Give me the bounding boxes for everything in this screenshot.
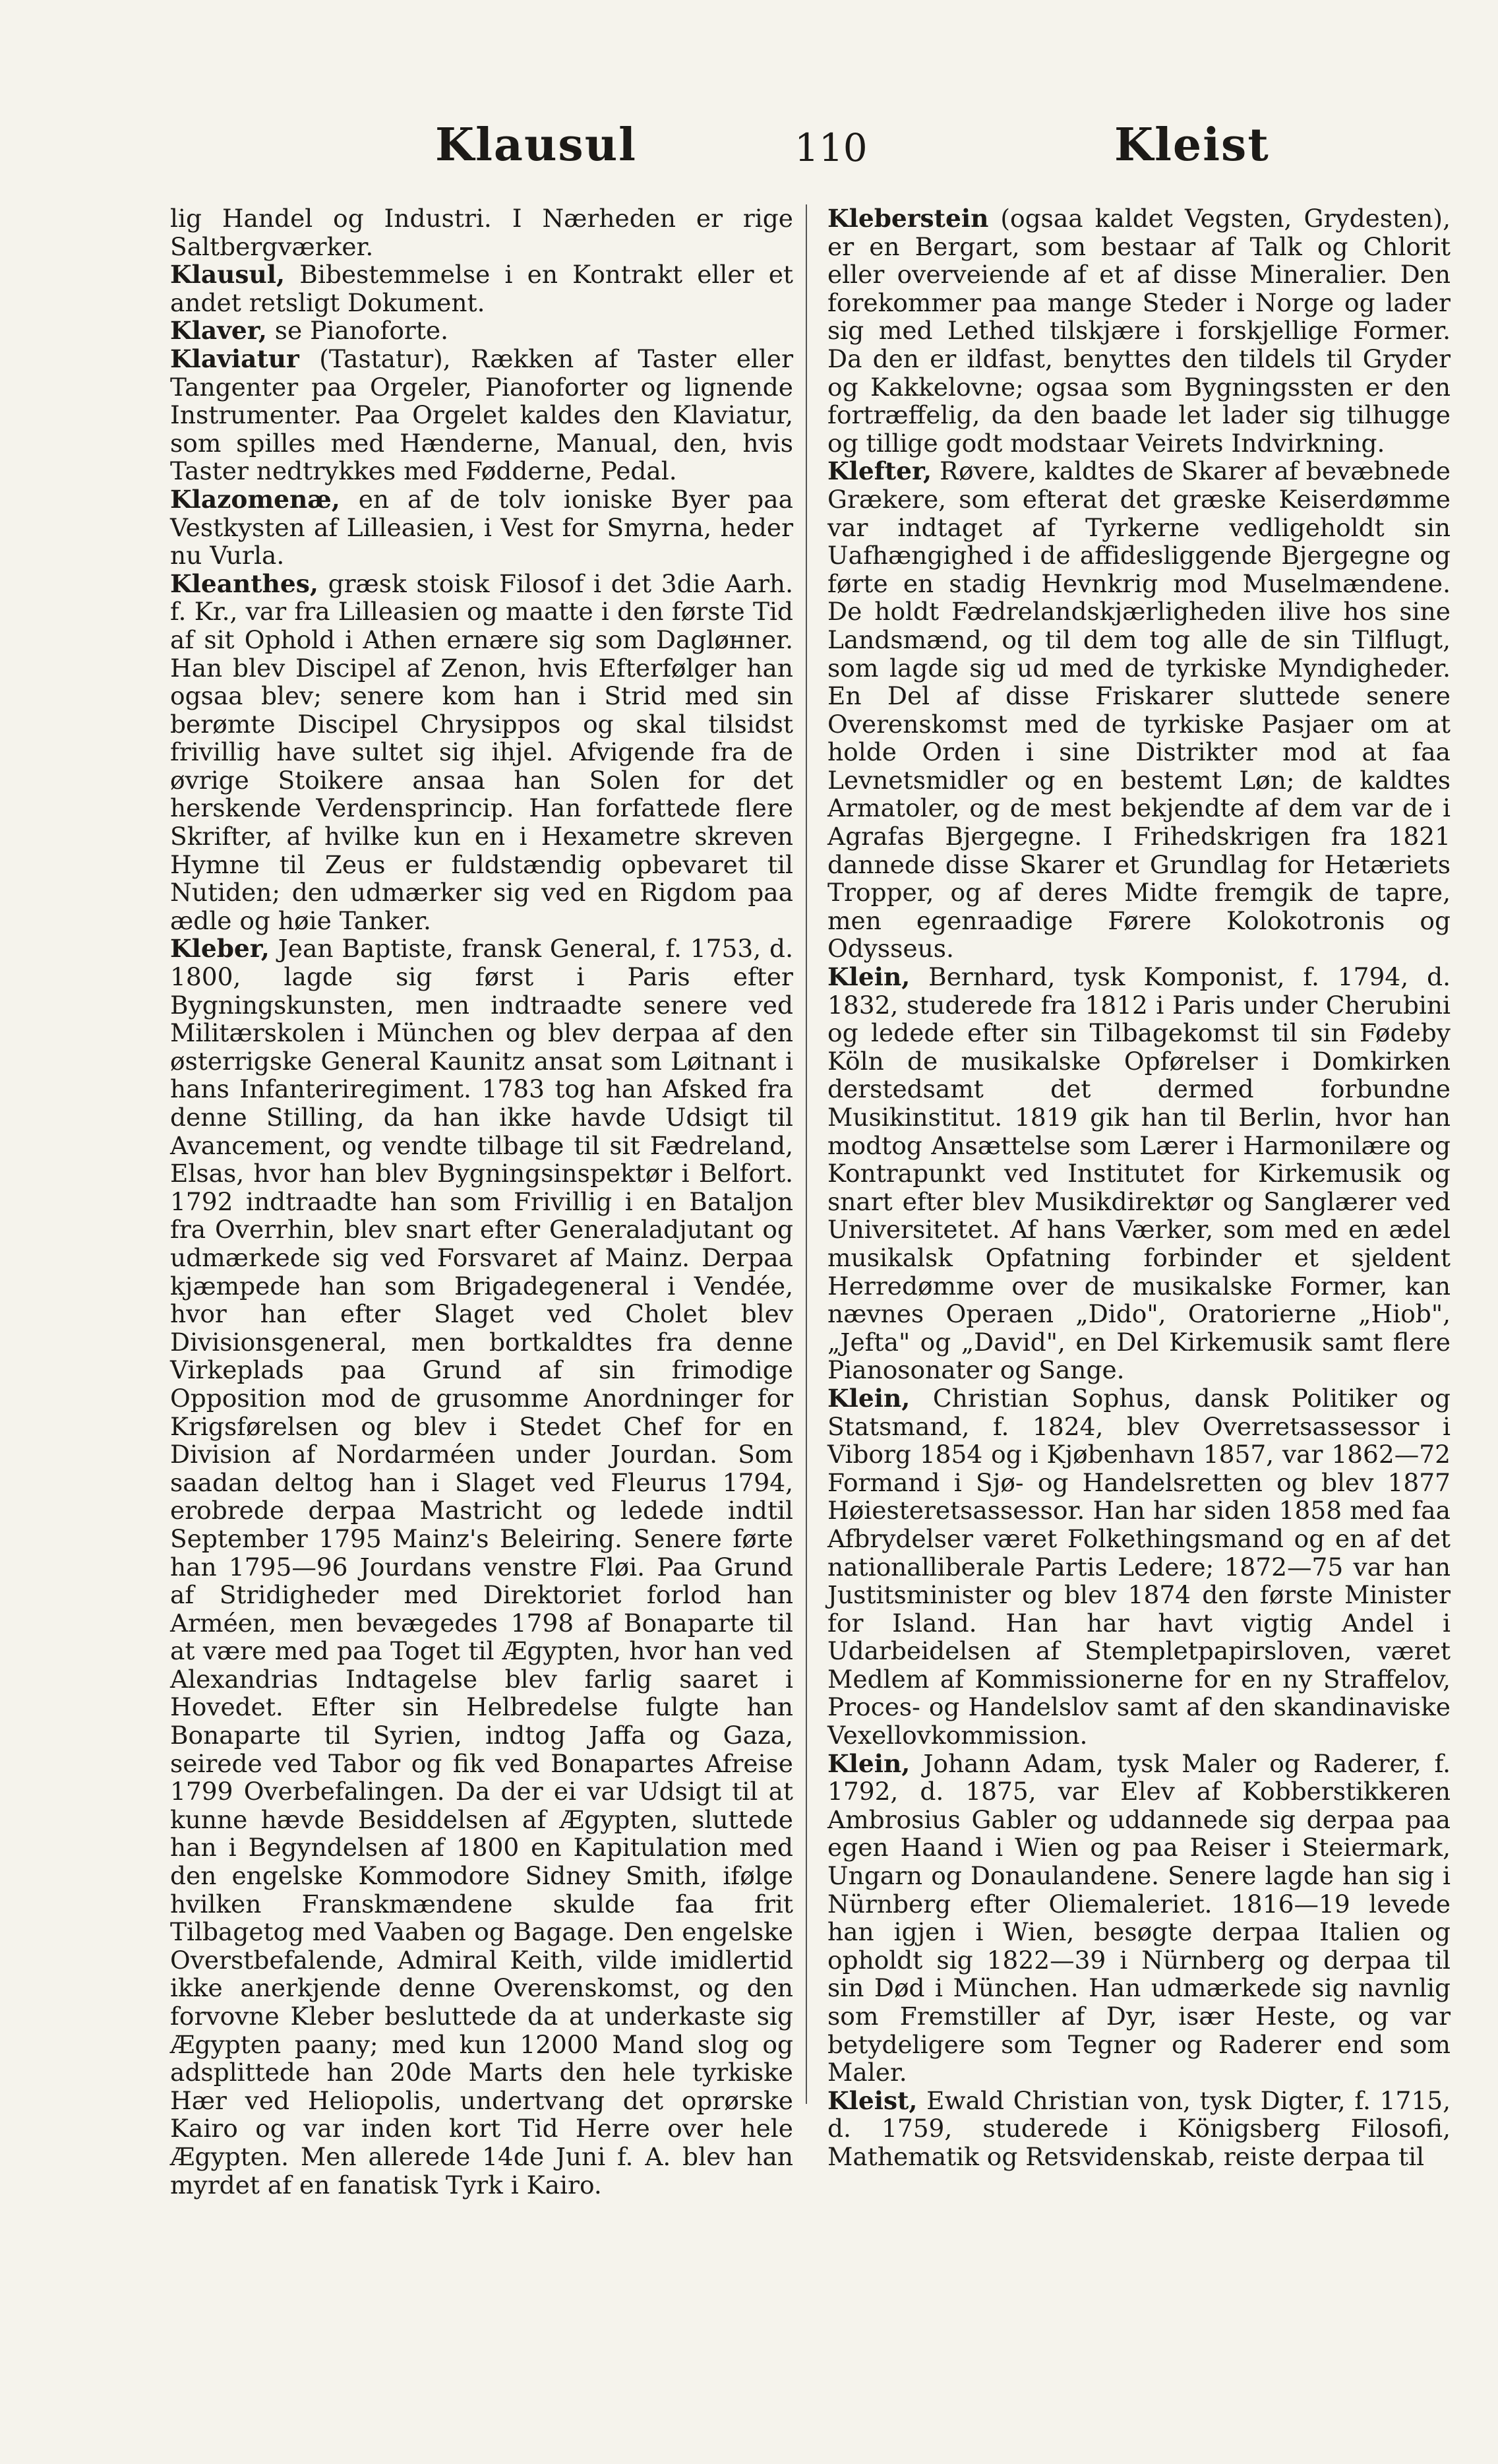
entry-text: (ogsaa kaldet Vegsten, Grydesten), er en Bergart, som bestaar af Talk og Chlorit eller overveiende af et af disse Mineralier. Den forekommer paa mange Steder i Norge og lader sig med Lethed tilskjære i forskjellige Former. Da den er ildfast, benyttes den tildels til Gryder og Kakkelovne; ogsaa som Bygningssten er den fortræffelig, da den baade let lader sig tilhugge og tillige godt modstaar Veirets Indvirkning. [827,204,1451,458]
entry-text: lig Handel og Industri. I Nærheden er rige Saltbergværker. [170,204,793,261]
dictionary-entry [170,485,793,570]
entry-text: Johann Adam, tysk Maler og Raderer, f. 1792, d. 1875, var Elev af Kobberstikkeren Ambrosius Gabler og uddannede sig derpaa paa egen Haand i Wien og paa Reiser i Steiermark, Ungarn og Donaulandene. Senere lagde han sig i Nürnberg efter Oliemaleriet. 1816—19 levede han igjen i Wien, besøgte derpaa Italien og opholdt sig 1822—39 i Nürnberg og derpaa til sin Død i München. Han udmærkede sig navnlig som Fremstiller af Dyr, især Heste, og var betydeligere som Tegner og Raderer end som Maler. [827,1748,1451,2087]
page-number: 110 [794,125,868,170]
entry-text: se Pianoforte. [266,316,449,346]
entry-headword: Klein, [827,962,911,992]
dictionary-entry [170,204,793,261]
entry-text: Jean Baptiste, fransk General, f. 1753, d. 1800, lagde sig først i Paris efter Bygningskunsten, men indtraadte senere ved Militærskolen i München og blev derpaa af den østerrigske General Kaunitz ansat som Løitnant i hans Infanteriregiment. 1783 tog han Afsked fra denne Stilling, da han ikke havde Udsigt til Avancement, og vendte tilbage til sit Fædreland, Elsas, hvor han blev Bygningsinspektør i Belfort. 1792 indtraadte han som Frivillig i en Bataljon fra Overrhin, blev snart efter Generaladjutant og udmærkede sig ved Forsvaret af Mainz. Derpaa kjæmpede han som Brigadegeneral i Vendée, hvor han efter Slaget ved Cholet blev Divisionsgeneral, men bortkaldtes fra denne Virkeplads paa Grund af sin frimodige Opposition mod de grusomme Anordninger for Krigsførelsen og blev i Stedet Chef for en Division af Nordarméen under Jourdan. Som saadan deltog han i Slaget ved Fleurus 1794, erobrede derpaa Mastricht og ledede indtil September 1795 Mainz's Beleiring. Senere førte han 1795—96 Jourdans venstre Fløi. Paa Grund af Stridigheder med Direktoriet forlod han Arméen, men bevægedes 1798 af Bonaparte til at være med paa Toget til Ægypten, hvor han ved Alexandrias Indtagelse blev farlig saaret i Hovedet. Efter sin Helbredelse fulgte han Bonaparte til Syrien, indtog Jaffa og Gaza, seirede ved Tabor og fik ved Bonapartes Afreise 1799 Overbefalingen. Da der ei var Udsigt til at kunne hævde Besiddelsen af Ægypten, sluttede han i Begyndelsen af 1800 en Kapitulation med den engelske Kommodore Sidney Smith, ifølge hvilken Franskmændene skulde faa frit Tilbagetog med Vaaben og Bagage. Den engelske Overstbefalende, Admiral Keith, vilde imidlertid ikke anerkjende denne Overenskomst, og den forvovne Kleber besluttede da at underkaste sig Ægypten paany; med kun 12000 Mand slog og adsplittede han 20de Marts den hele tyrkiske Hær ved Heliopolis, undertvang det oprørske Kairo og var inden kort Tid Herre over hele Ægypten. Men allerede 14de Juni f. A. blev han myrdet af en fanatisk Tyrk i Kairo. [170,934,793,2200]
entry-text: Ewald Christian von, tysk Digter, f. 1715, d. 1759, studerede i Königsberg Filosofi, Mathematik og Retsvidenskab, reiste derpaa til [827,2085,1451,2171]
entry-headword: Klaver, [170,316,267,346]
dictionary-entry [170,935,793,2199]
dictionary-entry [170,261,793,317]
dictionary-entry [827,963,1451,1384]
dictionary-entry [827,1750,1451,2087]
entry-text: Christian Sophus, dansk Politiker og Statsmand, f. 1824, blev Overretsassessor i Viborg 1854 og i Kjøbenhavn 1857, var 1862—72 Formand i Sjø- og Handelsretten og blev 1877 Høiesteretsassessor. Han har siden 1858 med faa Afbrydelser været Folkethingsmand og en af det nationalliberale Partis Ledere; 1872—75 var han Justitsminister og blev 1874 den første Minister for Island. Han har havt vigtig Andel i Udarbeidelsen af Stempletpapirsloven, været Medlem af Kommissionerne for en ny Straffelov, Proces- og Handelslov samt af den skandinaviske Vexellovkommission. [827,1383,1451,1750]
left-running-headword: Klausul [435,119,637,171]
entry-text: Røvere, kaldtes de Skarer af bevæbnede Grækere, som efterat det græske Keiserdømme var indtaget af Tyrkerne vedligeholdt sin Uafhængighed i de affidesliggende Bjergegne og førte en stadig Hevnkrig mod Muselmændene. De holdt Fædrelandskjærligheden ilive hos sine Landsmænd, og til dem tog alle de sin Tilflugt, som lagde sig ud med de tyrkiske Myndigheder. En Del af disse Friskarer sluttede senere Overenskomst med de tyrkiske Pasjaer om at holde Orden i sine Distrikter mod at faa Levnetsmidler og en bestemt Løn; de kaldtes Armatoler, og de mest bekjendte af dem var de i Agrafas Bjergegne. I Frihedskrigen fra 1821 dannede disse Skarer et Grundlag for Hetæriets Tropper, og af deres Midte fremgik de tapre, men egenraadige Førere Kolokotronis og Odysseus. [827,456,1451,964]
right-running-headword: Kleist [1114,119,1270,171]
entry-headword: Klausul, [170,260,285,290]
entry-headword: Klefter, [827,456,932,486]
left-column [170,204,793,2199]
column-divider [806,204,807,2104]
dictionary-entry [827,1384,1451,1750]
entry-headword: Kleber, [170,934,270,964]
entry-headword: Klein, [827,1383,911,1413]
entry-text: (Tastatur), Rækken af Taster eller Tangenter paa Orgeler, Pianoforter og lignende Instrumenter. Paa Orgelet kaldes den Klaviatur, som spilles med Hænderne, Manual, den, hvis Taster nedtrykkes med Fødderne, Pedal. [170,344,793,486]
entry-text: græsk stoisk Filosof i det 3die Aarh. f. Kr., var fra Lilleasien og maatte i den første Tid af sit Ophold i Athen ernære sig som Dagløнner. Han blev Discipel af Zenon, hvis Efterfølger han ogsaa blev; senere kom han i Strid med sin berømte Discipel Chrysippos og skal tilsidst frivillig have sultet sig ihjel. Afvigende fra de øvrige Stoikere ansaa han Solen for det herskende Verdensprincip. Han forfattede flere Skrifter, af hvilke kun en i Hexametre skreven Hymne til Zeus er fuldstændig opbevaret til Nutiden; den udmærker sig ved en Rigdom paa ædle og høie Tanker. [170,569,793,935]
page-header [0,119,1498,191]
entry-headword: Klazomenæ, [170,484,340,514]
entry-headword: Kleberstein [827,204,989,233]
entry-headword: Kleanthes, [170,569,318,598]
entry-headword: Klein, [827,1748,911,1778]
entry-text: Bibestemmelse i en Kontrakt eller et andet retsligt Dokument. [170,260,793,317]
entry-headword: Klaviatur [170,344,299,373]
entry-text: en af de tolv ioniske Byer paa Vestkysten af Lilleasien, i Vest for Smyrna, heder nu Vurla. [170,484,793,570]
entry-text: Bernhard, tysk Komponist, f. 1794, d. 1832, studerede fra 1812 i Paris under Cherubini og ledede efter sin Tilbagekomst til sin Fødeby Köln de musikalske Opførelser i Domkirken derstedsamt det dermed forbundne Musikinstitut. 1819 gik han til Berlin, hvor han modtog Ansættelse som Lærer i Harmonilære og Kontrapunkt ved Institutet for Kirkemusik og snart efter blev Musikdirektør og Sanglærer ved Universitetet. Af hans Værker, som med en ædel musikalsk Opfatning forbinder et sjeldent Herredømme over de musikalske Former, kan nævnes Operaen „Dido", Oratorierne „Hiob", „Jefta" og „David", en Del Kirkemusik samt flere Pianosonater og Sange. [827,962,1451,1385]
right-column [827,204,1451,2171]
dictionary-entry [827,204,1451,457]
dictionary-entry [827,2087,1451,2171]
dictionary-entry [170,345,793,485]
dictionary-entry [170,570,793,935]
dictionary-entry [827,457,1451,963]
dictionary-entry [170,317,793,345]
entry-headword: Kleist, [827,2085,918,2115]
